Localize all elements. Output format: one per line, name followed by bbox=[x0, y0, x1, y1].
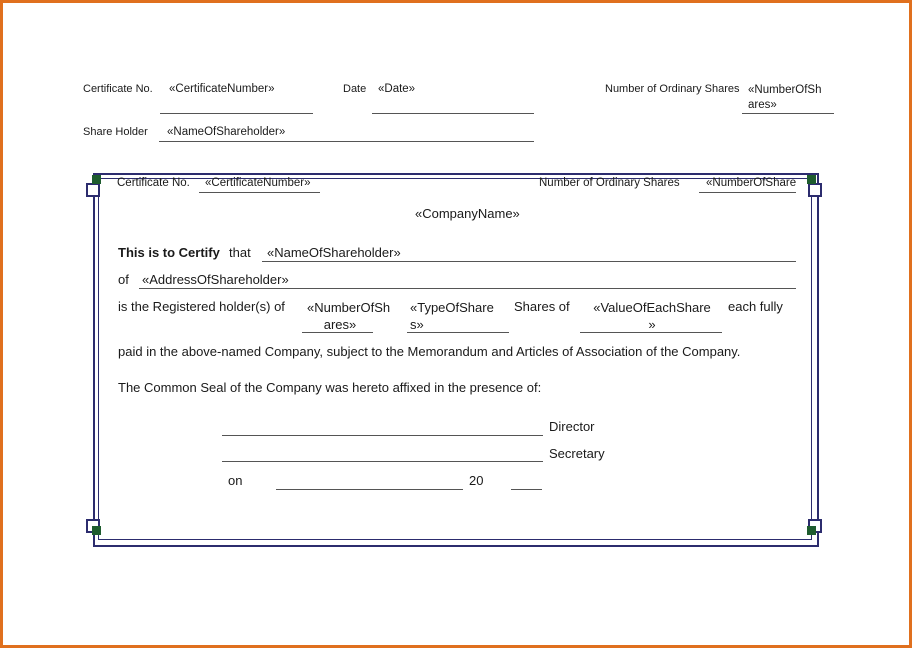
corner-mark-tl bbox=[92, 175, 101, 184]
top-cert-no-underline bbox=[160, 113, 313, 114]
cert-shares-value[interactable]: «NumberOfShare bbox=[706, 177, 797, 189]
cert-no-label: Certificate No. bbox=[117, 177, 190, 189]
cert-shares-label: Number of Ordinary Shares bbox=[539, 177, 680, 189]
on-label: on bbox=[228, 473, 243, 488]
seal-text: The Common Seal of the Company was hereto affixed in the presence of: bbox=[118, 380, 542, 395]
top-shares-value-line2: ares» bbox=[748, 99, 777, 111]
each-fully-text: each fully bbox=[728, 299, 783, 314]
type-line1: «TypeOfShare bbox=[410, 300, 494, 315]
top-shares-label: Number of Ordinary Shares bbox=[605, 83, 740, 95]
paid-text: paid in the above-named Company, subject to the Memorandum and Articles of Association of the Company. bbox=[118, 344, 741, 359]
top-shares-value[interactable] bbox=[748, 83, 822, 113]
shares-of-text: Shares of bbox=[514, 299, 570, 314]
certificate-frame-inner bbox=[98, 178, 812, 540]
top-cert-no-label: Certificate No. bbox=[83, 83, 153, 95]
secretary-signature-line[interactable] bbox=[222, 461, 543, 462]
year-line[interactable] bbox=[511, 489, 542, 490]
top-holder-value[interactable]: «NameOfShareholder» bbox=[167, 126, 286, 138]
cert-shares-underline bbox=[699, 192, 796, 193]
corner-mark-br bbox=[807, 526, 816, 535]
cert-no-underline bbox=[199, 192, 320, 193]
type-underline bbox=[407, 332, 509, 333]
cert-no-value[interactable]: «CertificateNumber» bbox=[205, 177, 311, 189]
corner-mark-tr bbox=[807, 175, 816, 184]
num-shares-line1: «NumberOfSh bbox=[307, 300, 391, 315]
address[interactable]: «AddressOfShareholder» bbox=[142, 272, 289, 287]
value-underline bbox=[580, 332, 722, 333]
num-shares-underline bbox=[302, 332, 373, 333]
num-shares-line2: ares» bbox=[323, 317, 357, 332]
top-shares-underline bbox=[742, 113, 834, 114]
frame-notch-tl bbox=[86, 183, 100, 197]
top-date-underline bbox=[372, 113, 534, 114]
top-date-value[interactable]: «Date» bbox=[378, 83, 416, 95]
top-date-label: Date bbox=[343, 83, 367, 95]
holder-name-underline bbox=[262, 261, 796, 262]
value-each-share[interactable] bbox=[587, 299, 717, 333]
secretary-label: Secretary bbox=[549, 446, 605, 461]
company-name[interactable]: «CompanyName» bbox=[415, 206, 520, 221]
value-line1: «ValueOfEachShare bbox=[593, 300, 711, 315]
holder-name[interactable]: «NameOfShareholder» bbox=[267, 245, 401, 260]
top-shares-value-line1: «NumberOfSh bbox=[748, 84, 822, 96]
top-holder-underline bbox=[159, 141, 534, 142]
frame-notch-tr bbox=[808, 183, 822, 197]
top-cert-no-value[interactable]: «CertificateNumber» bbox=[169, 83, 275, 95]
year-label: 20 bbox=[469, 473, 484, 488]
corner-mark-bl bbox=[92, 526, 101, 535]
type-value[interactable] bbox=[410, 299, 494, 333]
certify-that: that bbox=[229, 245, 251, 260]
director-signature-line[interactable] bbox=[222, 435, 543, 436]
of-label: of bbox=[118, 272, 129, 287]
num-shares-value[interactable] bbox=[307, 299, 391, 333]
type-line2: s» bbox=[410, 317, 424, 332]
date-signed-line[interactable] bbox=[276, 489, 463, 490]
director-label: Director bbox=[549, 419, 595, 434]
address-underline bbox=[139, 288, 796, 289]
value-line2: » bbox=[648, 317, 656, 332]
top-holder-label: Share Holder bbox=[83, 126, 148, 138]
registered-text: is the Registered holder(s) of bbox=[118, 299, 285, 314]
certify-bold: This is to Certify bbox=[118, 245, 220, 260]
